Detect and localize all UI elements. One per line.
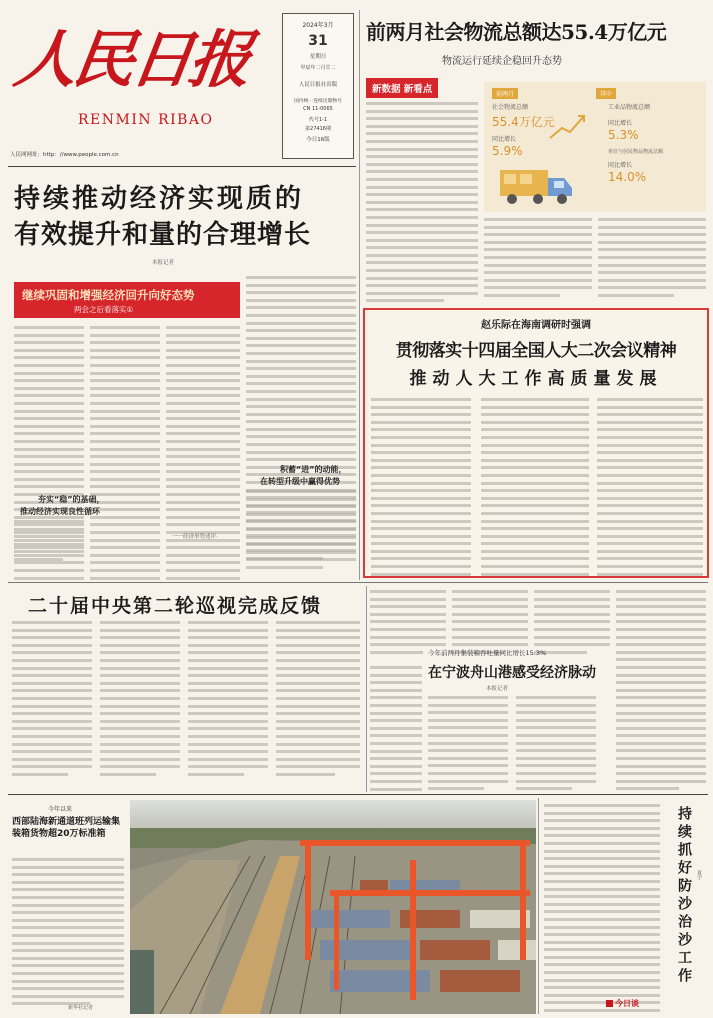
masthead-website: 人民网网址：http：//www.people.com.cn xyxy=(10,152,119,158)
today-tag xyxy=(606,998,639,1009)
rail-title[interactable]: 西部陆海新通道班列运输集装箱货物超20万标准箱 xyxy=(12,817,121,839)
lead-story[interactable] xyxy=(8,172,358,582)
lead-story-title-1[interactable]: 持续推动经济实现质的 xyxy=(14,184,305,214)
chart-arrow-icon xyxy=(548,112,588,142)
unit-growth-label: 同比增长 xyxy=(608,162,633,169)
port-col-4 xyxy=(616,590,706,792)
total-label: 社会物流总额 xyxy=(492,104,529,111)
unit-growth: 14.0% xyxy=(608,170,647,184)
port-story[interactable] xyxy=(368,586,708,792)
rail-text xyxy=(12,858,124,1010)
date-code1: 国内统一连续出版物号 xyxy=(294,99,342,104)
feature-story[interactable] xyxy=(363,308,709,578)
desert-author: 夏宇 xyxy=(696,870,702,880)
rail-story[interactable] xyxy=(8,798,128,1014)
feature-title-2[interactable]: 推动人大工作高质量发展 xyxy=(409,369,663,389)
feature-title-1[interactable]: 贯彻落实十四届全国人大二次会议精神 xyxy=(395,341,677,361)
banner-title: 继续巩固和增强经济回升向好态势 xyxy=(22,288,195,302)
total-value: 55.4万亿元 xyxy=(492,115,555,129)
port-byline: 本报记者 xyxy=(486,686,509,692)
lead-sub-head-1: 夯实“稳”的基础， xyxy=(38,495,105,504)
rail-photo-credit: 新华社记者 xyxy=(68,1005,94,1011)
rail-yard-photo xyxy=(130,800,536,1014)
industrial-growth-label: 同比增长 xyxy=(608,120,633,127)
inspection-col-2 xyxy=(100,621,180,780)
top-story-tag: 新数据 新看点 xyxy=(366,78,438,98)
inspection-col-3 xyxy=(188,621,268,780)
lead-col-2 xyxy=(90,326,160,582)
port-title[interactable]: 在宁波舟山港感受经济脉动 xyxy=(428,665,596,681)
lead-col-4b xyxy=(246,490,356,574)
lead-sub-head-4: 在转型升级中赢得优势 xyxy=(260,477,340,486)
lead-story-byline: 本报记者 xyxy=(152,260,175,266)
truck-icon xyxy=(498,164,578,208)
unit-label: 单位与居民物品物流总额 xyxy=(608,149,664,155)
masthead-title: 人民日报 xyxy=(10,23,253,96)
lead-sub-head-2: 推动经济实现良性循环 xyxy=(20,507,100,516)
commentary xyxy=(540,800,664,1014)
top-story-text-left xyxy=(366,102,478,304)
date-pages: 今日16版 xyxy=(306,137,330,143)
desert-story[interactable] xyxy=(666,800,710,1014)
top-story-text-mid xyxy=(484,218,592,302)
feature-col-2 xyxy=(481,398,589,578)
rail-yard-illustration xyxy=(130,800,536,1014)
masthead-pinyin: RENMIN RIBAO xyxy=(78,112,214,128)
infographic-label-right: 其中 xyxy=(596,88,616,99)
feature-kicker: 赵乐际在海南调研时强调 xyxy=(481,320,591,331)
logistics-infographic xyxy=(484,82,706,212)
date-issue-no: 第27416期 xyxy=(305,126,331,132)
today-label: 今日谈 xyxy=(615,999,639,1008)
date-year-month: 2024年3月 xyxy=(302,22,334,29)
top-story[interactable] xyxy=(362,12,708,304)
growth-label: 同比增长 xyxy=(492,136,517,143)
date-block xyxy=(282,13,354,159)
desert-title[interactable]: 持续抓好防沙治沙工作 xyxy=(676,806,692,986)
port-col-1 xyxy=(370,666,422,792)
date-weekday: 星期日 xyxy=(309,54,327,60)
industrial-label: 工业品物流总额 xyxy=(608,104,651,111)
top-story-text-right xyxy=(598,218,706,302)
date-code2: CN 11-0065 xyxy=(303,106,333,112)
inspection-story[interactable] xyxy=(8,585,364,791)
industrial-growth: 5.3% xyxy=(608,128,639,142)
growth-value: 5.9% xyxy=(492,144,523,158)
port-col-2 xyxy=(428,696,508,792)
infographic-label-left: 前两月 xyxy=(492,88,518,99)
date-day: 31 xyxy=(308,33,328,49)
inspection-col-4 xyxy=(276,621,360,780)
lead-story-title-2[interactable]: 有效提升和量的合理增长 xyxy=(14,220,312,250)
rail-kicker: 今年以来 xyxy=(48,806,73,813)
banner-sub: 两会之后看落实① xyxy=(74,305,134,314)
top-story-title[interactable]: 前两月社会物流总额达55.4万亿元 xyxy=(366,20,667,44)
port-kicker: 今年前两月集装箱吞吐量同比增长15.3% xyxy=(428,649,547,657)
date-publisher: 人民日报社出版 xyxy=(298,82,338,88)
inspection-col-1 xyxy=(12,621,92,780)
masthead xyxy=(8,6,278,162)
feature-col-3 xyxy=(597,398,703,578)
today-icon xyxy=(606,1000,613,1007)
commentary-text xyxy=(544,804,660,1014)
lead-col-1b xyxy=(14,520,84,566)
feature-col-1 xyxy=(371,398,471,578)
inspection-title[interactable]: 二十届中央第二轮巡视完成反馈 xyxy=(28,595,323,617)
date-lunar: 甲辰年二月廿二 xyxy=(300,65,336,71)
port-col-3 xyxy=(516,696,596,792)
top-story-subtitle: 物流运行延续企稳回升态势 xyxy=(442,56,562,67)
lead-col-3 xyxy=(166,326,240,582)
lead-sub-head-3: 积蓄“进”的动能， xyxy=(280,465,347,474)
lead-story-banner xyxy=(14,282,240,318)
date-issue: 代号1-1 xyxy=(308,117,328,123)
lead-mid-note: 一一经济形势述评· xyxy=(172,534,218,540)
